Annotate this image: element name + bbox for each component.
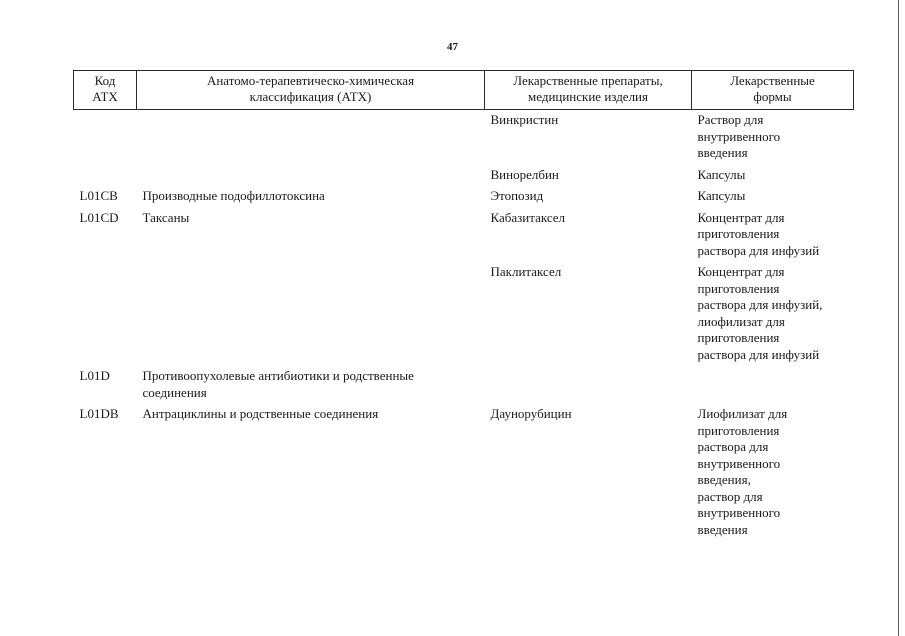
table-row [74,110,854,167]
table-row [74,368,854,406]
drug-cell: Этопозид [490,188,544,203]
header-atx-classification: Анатомо-терапевтическо-химическая классификация (АТХ) [137,71,485,110]
drug-cell [485,368,692,406]
drug-cell: Винкристин [490,112,559,127]
atx-code-cell: L01CD [79,209,119,225]
classification-cell [137,110,485,167]
table-row [74,406,854,543]
dosage-form-cell: Концентрат для приготовления раствора для инфузий [697,209,820,258]
dosage-form-cell: Лиофилизат для приготовления раствора для внутривенного введения, раствор для внутривенного введения [697,406,788,537]
dosage-form-cell: Концентрат для приготовления раствора для инфузий, лиофилизат для приготовления раствора для инфузий [697,264,823,362]
classification-cell: Антрациклины и родственные соединения [142,406,379,421]
atx-code-cell: L01D [79,368,110,383]
atx-code-cell [74,110,137,167]
atx-code-cell: L01CB [79,188,118,203]
page-number: 47 [447,41,458,53]
atx-code-cell: L01DB [79,406,119,421]
table-row [74,188,854,210]
dosage-form-cell: Капсулы [697,188,746,203]
table-header-row [74,71,854,110]
atx-code-cell [74,167,137,189]
classification-cell: Производные подофиллотоксина [142,188,325,203]
atx-code-cell [74,264,137,368]
table-row [74,210,854,265]
drug-cell: Кабазитаксел [490,209,566,225]
classification-cell: Таксаны [142,209,190,225]
table-row [74,264,854,368]
header-drugs: Лекарственные препараты, медицинские изделия [485,71,692,110]
dosage-form-cell: Раствор для внутривенного введения [697,112,781,160]
classification-cell [137,264,485,368]
drug-cell: Винорелбин [490,166,559,182]
classification-cell [137,167,485,189]
header-dosage-forms: Лекарственные формы [692,71,854,110]
table-row [74,167,854,189]
dosage-form-cell [692,368,854,406]
drug-cell: Даунорубицин [490,406,572,421]
classification-cell: Противоопухолевые антибиотики и родственные соединения [142,368,414,400]
page-edge-line [898,0,899,636]
dosage-form-cell: Капсулы [697,166,746,182]
header-atx-code: Код АТХ [74,71,137,110]
atx-table [73,70,854,543]
drug-cell: Паклитаксел [490,264,562,279]
